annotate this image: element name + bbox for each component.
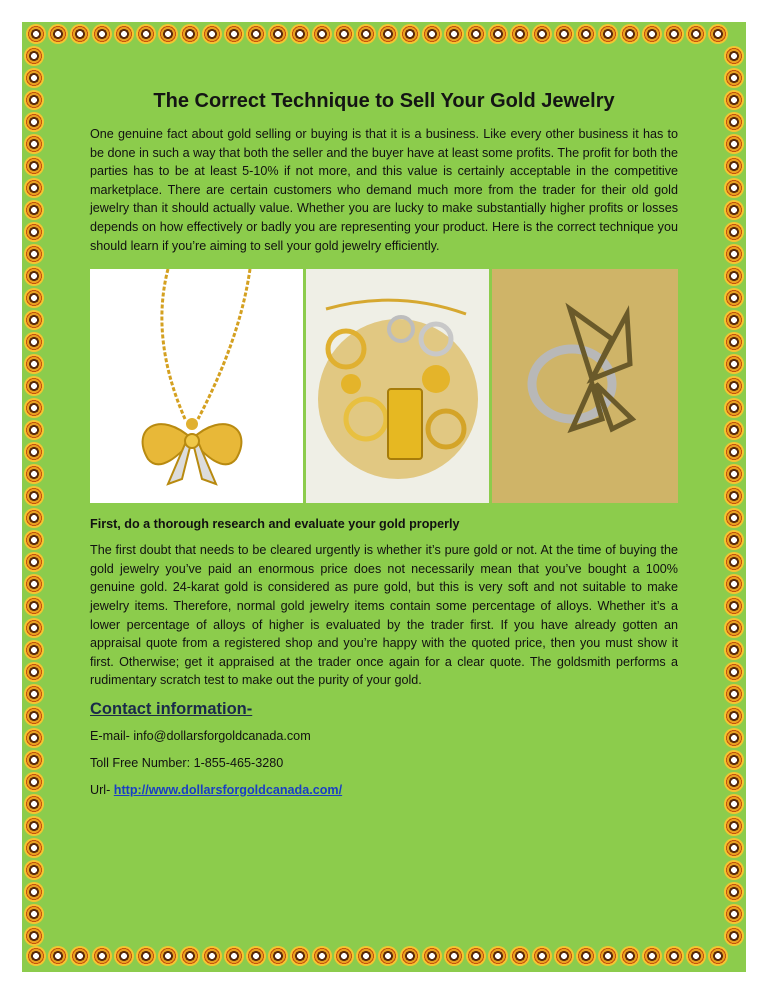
sunflower-border-icon [724, 156, 744, 176]
sunflower-border-icon [24, 90, 44, 110]
sunflower-border-icon [724, 706, 744, 726]
sunflower-border-icon [334, 24, 354, 44]
sunflower-border-icon [724, 838, 744, 858]
sunflower-border-icon [598, 24, 618, 44]
sunflower-border-icon [724, 530, 744, 550]
sunflower-border-icon [724, 508, 744, 528]
sunflower-border-icon [724, 772, 744, 792]
sunflower-border-icon [724, 794, 744, 814]
sunflower-border-icon [24, 794, 44, 814]
sunflower-border-icon [24, 728, 44, 748]
sunflower-border-icon [444, 946, 464, 966]
sunflower-border-icon [48, 24, 68, 44]
sunflower-border-icon [24, 860, 44, 880]
sunflower-border-icon [158, 24, 178, 44]
sunflower-border-icon [466, 24, 486, 44]
sunflower-border-icon [724, 398, 744, 418]
sunflower-border-icon [24, 552, 44, 572]
sunflower-border-icon [24, 420, 44, 440]
sunflower-border-icon [708, 946, 728, 966]
sunflower-border-icon [24, 530, 44, 550]
sunflower-border-icon [724, 200, 744, 220]
sunflower-border-icon [24, 904, 44, 924]
sunflower-border-icon [724, 882, 744, 902]
sunflower-border-icon [510, 946, 530, 966]
sunflower-border-icon [24, 838, 44, 858]
sunflower-border-icon [290, 24, 310, 44]
flower-border-left [24, 46, 44, 946]
sunflower-border-icon [724, 266, 744, 286]
sunflower-border-icon [24, 926, 44, 946]
flower-border-bottom [26, 946, 728, 966]
sunflower-border-icon [642, 24, 662, 44]
sunflower-border-icon [24, 662, 44, 682]
sunflower-border-icon [24, 398, 44, 418]
sunflower-border-icon [356, 946, 376, 966]
sunflower-border-icon [312, 24, 332, 44]
sunflower-border-icon [24, 354, 44, 374]
sunflower-border-icon [724, 134, 744, 154]
sunflower-border-icon [312, 946, 332, 966]
sunflower-border-icon [444, 24, 464, 44]
sunflower-border-icon [24, 288, 44, 308]
sunflower-border-icon [92, 24, 112, 44]
sunflower-border-icon [24, 46, 44, 66]
sunflower-border-icon [246, 946, 266, 966]
sunflower-border-icon [24, 112, 44, 132]
sunflower-border-icon [724, 750, 744, 770]
main-content [90, 90, 678, 810]
sunflower-border-icon [532, 946, 552, 966]
sunflower-border-icon [724, 68, 744, 88]
sunflower-border-icon [724, 464, 744, 484]
sunflower-border-icon [724, 860, 744, 880]
sunflower-border-icon [378, 24, 398, 44]
sunflower-border-icon [724, 442, 744, 462]
contact-email: E-mail- info@dollarsforgoldcanada.com [90, 728, 311, 743]
contact-heading: Contact information- [90, 699, 253, 718]
sunflower-border-icon [70, 946, 90, 966]
sunflower-border-icon [724, 288, 744, 308]
sunflower-border-icon [24, 816, 44, 836]
sunflower-border-icon [554, 24, 574, 44]
sunflower-border-icon [724, 904, 744, 924]
url-label: Url- [90, 782, 114, 797]
sunflower-border-icon [224, 946, 244, 966]
sunflower-border-icon [24, 156, 44, 176]
sunflower-border-icon [724, 596, 744, 616]
sunflower-border-icon [114, 24, 134, 44]
sunflower-border-icon [24, 310, 44, 330]
sunflower-border-icon [724, 618, 744, 638]
sunflower-border-icon [724, 816, 744, 836]
sunflower-border-icon [24, 244, 44, 264]
sunflower-border-icon [136, 24, 156, 44]
butterfly-ring-image [492, 269, 678, 503]
sunflower-border-icon [268, 946, 288, 966]
sunflower-border-icon [24, 332, 44, 352]
sunflower-border-icon [356, 24, 376, 44]
sunflower-border-icon [422, 24, 442, 44]
sunflower-border-icon [724, 662, 744, 682]
sunflower-border-icon [576, 946, 596, 966]
sunflower-border-icon [70, 24, 90, 44]
contact-phone: Toll Free Number: 1-855-465-3280 [90, 755, 284, 770]
sunflower-border-icon [24, 68, 44, 88]
bow-pendant-necklace-image [90, 269, 303, 503]
sunflower-border-icon [664, 24, 684, 44]
sunflower-border-icon [724, 310, 744, 330]
sunflower-border-icon [620, 24, 640, 44]
sunflower-border-icon [246, 24, 266, 44]
sunflower-border-icon [724, 574, 744, 594]
sunflower-border-icon [378, 946, 398, 966]
sunflower-border-icon [24, 596, 44, 616]
research-paragraph: The first doubt that needs to be cleared urgently is whether it’s pure gold or not. At the time of buying the gold jewelry you’ve paid an enormous price does not necessarily mean that you’ve bought a 100% genuine gold. 24-karat gold is considered as pure gold, but this is very soft and not suitable to make jewelry items. Therefore, normal gold jewelry items contain some percentage of alloys. Whether it’s a lower percentage of alloys of higher is evaluated by the trader first. If you have already gotten an appraisal quote from a registered shop and you’re happy with the quoted price, then you must show it first. Otherwise; get it appraised at the trader once again for a clear quote. The goldsmith performs a rudimentary scratch test to make out the purity of your gold. [90, 543, 678, 688]
sunflower-border-icon [48, 946, 68, 966]
sunflower-border-icon [24, 376, 44, 396]
jewelry-image-strip [90, 269, 678, 503]
sunflower-border-icon [24, 618, 44, 638]
sunflower-border-icon [24, 882, 44, 902]
sunflower-border-icon [724, 552, 744, 572]
sunflower-border-icon [724, 178, 744, 198]
sunflower-border-icon [24, 640, 44, 660]
sunflower-border-icon [724, 332, 744, 352]
sunflower-border-icon [92, 946, 112, 966]
sunflower-border-icon [724, 420, 744, 440]
sunflower-border-icon [24, 684, 44, 704]
sunflower-border-icon [26, 946, 46, 966]
sunflower-border-icon [724, 112, 744, 132]
sunflower-border-icon [24, 706, 44, 726]
sunflower-border-icon [224, 24, 244, 44]
page-title: The Correct Technique to Sell Your Gold Jewelry [153, 90, 615, 112]
flower-border-right [724, 46, 744, 946]
sunflower-border-icon [724, 244, 744, 264]
sunflower-border-icon [724, 486, 744, 506]
sunflower-border-icon [724, 90, 744, 110]
sunflower-border-icon [24, 178, 44, 198]
sunflower-border-icon [268, 24, 288, 44]
sunflower-border-icon [686, 24, 706, 44]
sunflower-border-icon [724, 354, 744, 374]
sunflower-border-icon [24, 486, 44, 506]
sunflower-border-icon [642, 946, 662, 966]
sunflower-border-icon [686, 946, 706, 966]
sunflower-border-icon [114, 946, 134, 966]
sunflower-border-icon [24, 134, 44, 154]
sunflower-border-icon [724, 684, 744, 704]
sunflower-border-icon [400, 946, 420, 966]
sunflower-border-icon [598, 946, 618, 966]
sunflower-border-icon [24, 222, 44, 242]
sunflower-border-icon [290, 946, 310, 966]
gold-scrap-pile-image [306, 269, 489, 503]
sunflower-border-icon [24, 266, 44, 286]
intro-paragraph: One genuine fact about gold selling or buying is that it is a business. Like every other business it has to be done in such a way that both the seller and the buyer have at least some profits. The profit for both the parties has to be at least 5-10% if not more, and this value is certainly acceptable in the competitive marketplace. There are certain customers who demand much more from the trader for their old gold jewelry than it should actually value. Whether you are lucky to make substantially higher profits or losses depends on how effectively or badly you are representing your product. Here is the correct technique you should learn if you’re aiming to sell your gold jewelry efficiently. [90, 127, 678, 253]
sunflower-border-icon [708, 24, 728, 44]
sunflower-border-icon [24, 750, 44, 770]
sunflower-border-icon [510, 24, 530, 44]
flower-border-top [26, 24, 728, 44]
contact-url-line [90, 783, 678, 797]
sunflower-border-icon [422, 946, 442, 966]
sunflower-border-icon [24, 574, 44, 594]
sunflower-border-icon [724, 376, 744, 396]
website-link[interactable]: http://www.dollarsforgoldcanada.com/ [113, 782, 343, 797]
sunflower-border-icon [488, 24, 508, 44]
sunflower-border-icon [24, 442, 44, 462]
sunflower-border-icon [724, 222, 744, 242]
sunflower-border-icon [180, 946, 200, 966]
sunflower-border-icon [24, 772, 44, 792]
sunflower-border-icon [24, 508, 44, 528]
sunflower-border-icon [158, 946, 178, 966]
sunflower-border-icon [532, 24, 552, 44]
sunflower-border-icon [334, 946, 354, 966]
sunflower-border-icon [620, 946, 640, 966]
section-heading-research: First, do a thorough research and evaluate your gold properly [90, 517, 460, 532]
sunflower-border-icon [724, 46, 744, 66]
sunflower-border-icon [488, 946, 508, 966]
sunflower-border-icon [400, 24, 420, 44]
sunflower-border-icon [664, 946, 684, 966]
sunflower-border-icon [26, 24, 46, 44]
sunflower-border-icon [724, 926, 744, 946]
sunflower-border-icon [202, 946, 222, 966]
sunflower-border-icon [724, 728, 744, 748]
sunflower-border-icon [24, 464, 44, 484]
sunflower-border-icon [136, 946, 156, 966]
sunflower-border-icon [554, 946, 574, 966]
sunflower-border-icon [24, 200, 44, 220]
sunflower-border-icon [202, 24, 222, 44]
sunflower-border-icon [466, 946, 486, 966]
sunflower-border-icon [180, 24, 200, 44]
sunflower-border-icon [576, 24, 596, 44]
sunflower-border-icon [724, 640, 744, 660]
